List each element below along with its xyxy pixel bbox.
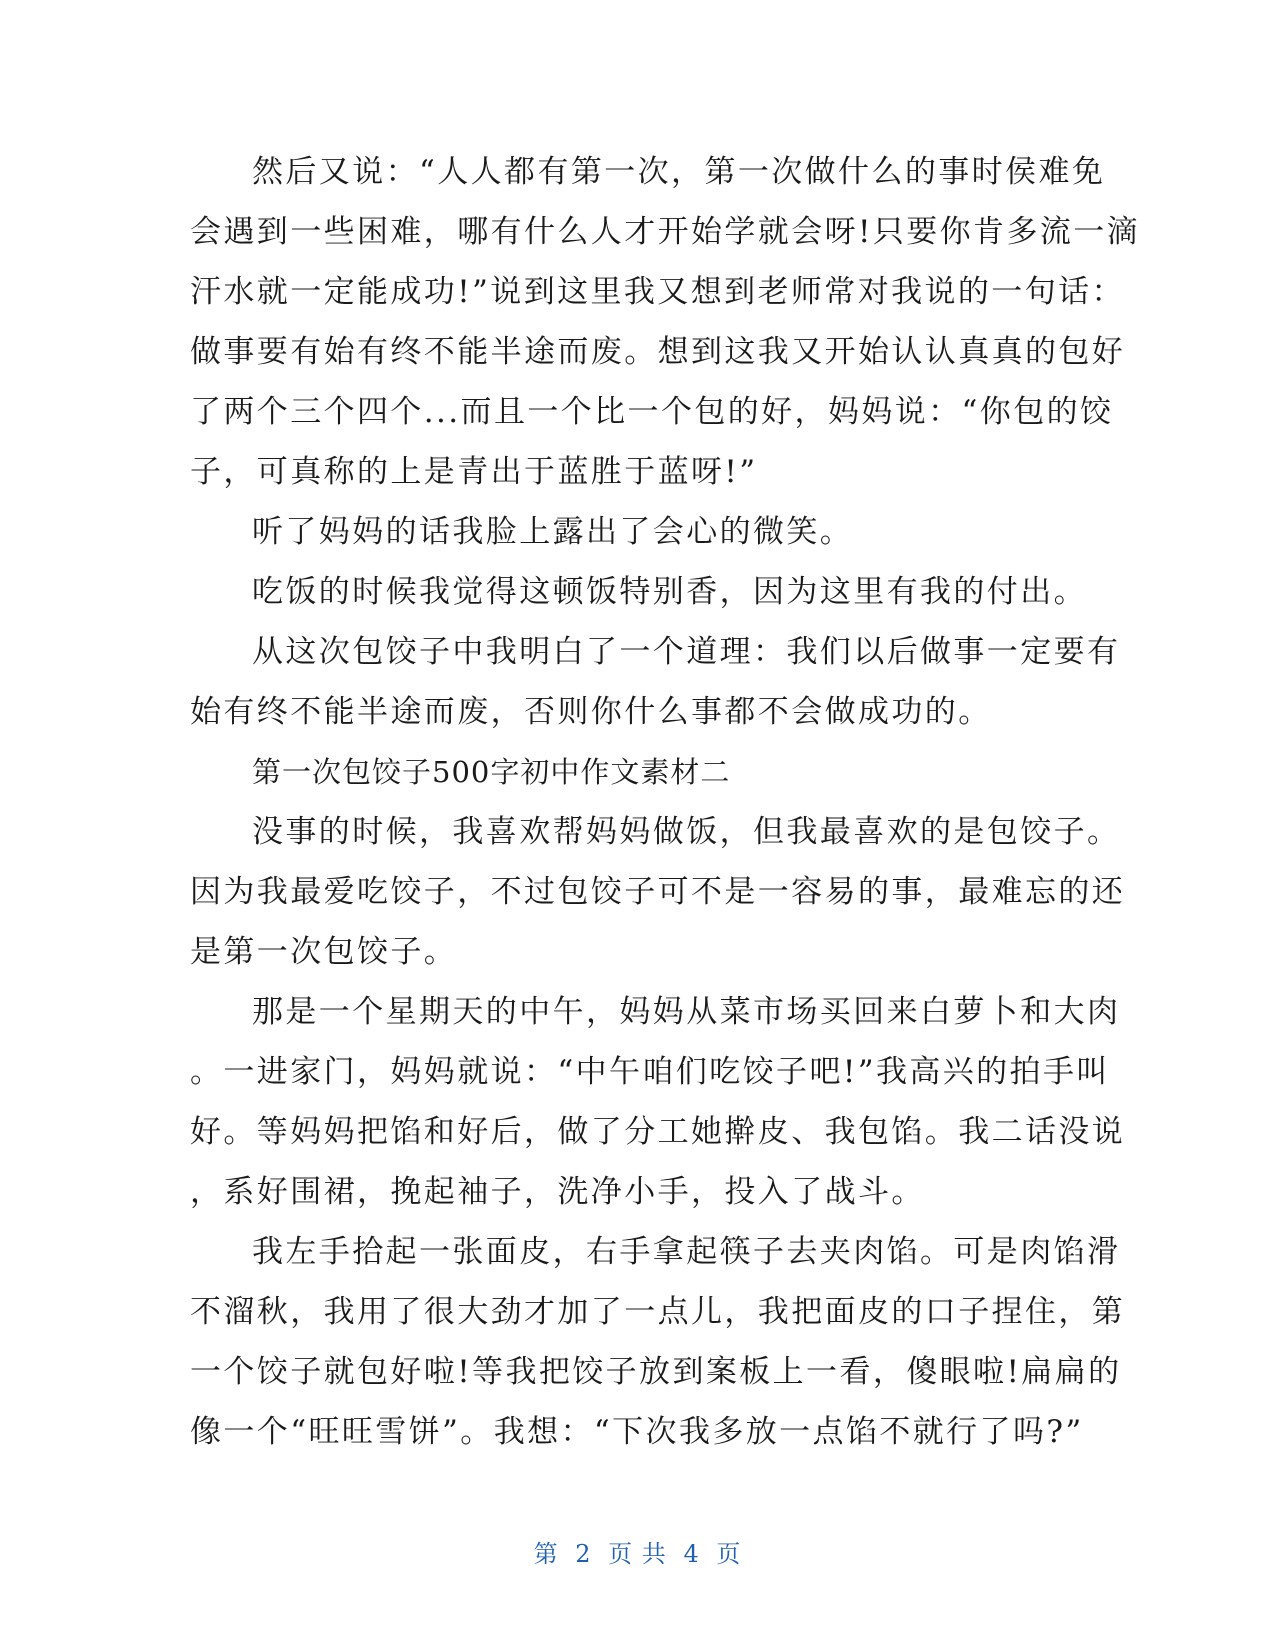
current-page-number: 2 — [575, 1540, 592, 1568]
text-line: 听了妈妈的话我脸上露出了会心的微笑。 — [252, 514, 854, 550]
footer-prefix: 第 — [533, 1540, 559, 1568]
text-line: 我左手拾起一张面皮，右手拿起筷子去夹肉馅。可是肉馅滑 — [252, 1234, 1121, 1270]
text-line: 会遇到一些困难，哪有什么人才开始学就会呀!只要你肯多流一滴 — [190, 214, 1141, 250]
text-line: 。一进家门，妈妈就说：“中午咱们吃饺子吧!”我高兴的拍手叫 — [190, 1054, 1110, 1090]
document-body — [190, 142, 1141, 1462]
text-line: 从这次包饺子中我明白了一个道理：我们以后做事一定要有 — [252, 634, 1121, 670]
text-line: 是第一次包饺子。 — [190, 934, 458, 970]
text-line: 好。等妈妈把馅和好后，做了分工她擀皮、我包馅。我二话没说 — [190, 1114, 1126, 1150]
page-footer — [0, 1534, 1275, 1569]
text-line: 汗水就一定能成功!”说到这里我又想到老师常对我说的一句话： — [190, 274, 1125, 310]
text-line: 一个饺子就包好啦!等我把饺子放到案板上一看，傻眼啦!扁扁的 — [190, 1354, 1122, 1390]
section-heading: 第一次包饺子500字初中作文素材二 — [252, 755, 731, 789]
text-line: 没事的时候，我喜欢帮妈妈做饭，但我最喜欢的是包饺子。 — [252, 814, 1121, 850]
text-line: 像一个“旺旺雪饼”。我想：“下次我多放一点馅不就行了吗?” — [190, 1414, 1084, 1450]
text-line: 那是一个星期天的中午，妈妈从菜市场买回来白萝卜和大肉 — [252, 994, 1121, 1030]
text-line: 子，可真称的上是青出于蓝胜于蓝呀!” — [190, 454, 758, 490]
text-line: 然后又说：“人人都有第一次，第一次做什么的事时侯难免 — [252, 154, 1106, 190]
text-line: 不溜秋，我用了很大劲才加了一点儿，我把面皮的口子捏住，第 — [190, 1294, 1126, 1330]
text-line: 吃饭的时候我觉得这顿饭特别香，因为这里有我的付出。 — [252, 574, 1087, 610]
footer-suffix: 页 — [716, 1540, 742, 1568]
text-line: 了两个三个四个...而且一个比一个包的好，妈妈说：“你包的饺 — [190, 394, 1114, 430]
text-line: 始有终不能半途而废，否则你什么事都不会做成功的。 — [190, 694, 992, 730]
total-pages-number: 4 — [683, 1540, 700, 1568]
footer-middle: 页 共 — [608, 1540, 667, 1568]
text-line: 做事要有始有终不能半途而废。想到这我又开始认认真真的包好 — [190, 334, 1126, 370]
text-line: ，系好围裙，挽起袖子，洗净小手，投入了战斗。 — [190, 1174, 925, 1210]
text-line: 因为我最爱吃饺子，不过包饺子可不是一容易的事，最难忘的还 — [190, 874, 1126, 910]
